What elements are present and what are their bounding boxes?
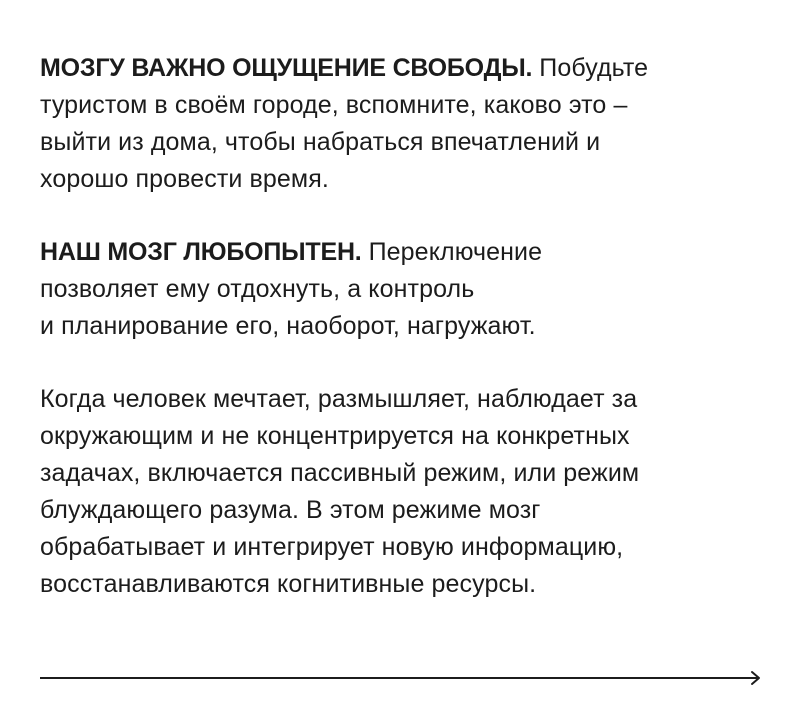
arrow-right-icon — [40, 668, 764, 688]
paragraph-line: туристом в своём городе, вспомните, каково это – — [40, 91, 628, 119]
next-arrow[interactable] — [40, 668, 764, 688]
paragraph-line: Когда человек мечтает, размышляет, наблюдает за — [40, 385, 638, 413]
paragraph-line: задачах, включается пассивный режим, или режим — [40, 459, 640, 487]
paragraph-curiosity — [40, 234, 760, 345]
paragraph-line: хорошо провести время. — [40, 165, 329, 193]
paragraph-lead: НАШ МОЗГ ЛЮБОПЫТЕН. — [40, 238, 362, 266]
paragraph-line: восстанавливаются когнитивные ресурсы. — [40, 570, 537, 598]
paragraph-line: выйти из дома, чтобы набраться впечатлений и — [40, 128, 601, 156]
paragraph-line: позволяет ему отдохнуть, а контроль — [40, 275, 475, 303]
paragraph-line: и планирование его, наоборот, нагружают. — [40, 312, 536, 340]
paragraph-line: окружающим и не концентрируется на конкретных — [40, 422, 630, 450]
article-body — [40, 50, 760, 603]
paragraph-lead: МОЗГУ ВАЖНО ОЩУЩЕНИЕ СВОБОДЫ. — [40, 54, 533, 82]
paragraph-line — [40, 50, 760, 87]
paragraph-line — [40, 234, 760, 271]
paragraph-freedom — [40, 50, 760, 198]
paragraph-text: Переключение — [361, 238, 543, 266]
paragraph-wandering-mind — [40, 381, 760, 603]
paragraph-line: блуждающего разума. В этом режиме мозг — [40, 496, 541, 524]
paragraph-text: Побудьте — [532, 54, 649, 82]
paragraph-line: обрабатывает и интегрирует новую информацию, — [40, 533, 624, 561]
